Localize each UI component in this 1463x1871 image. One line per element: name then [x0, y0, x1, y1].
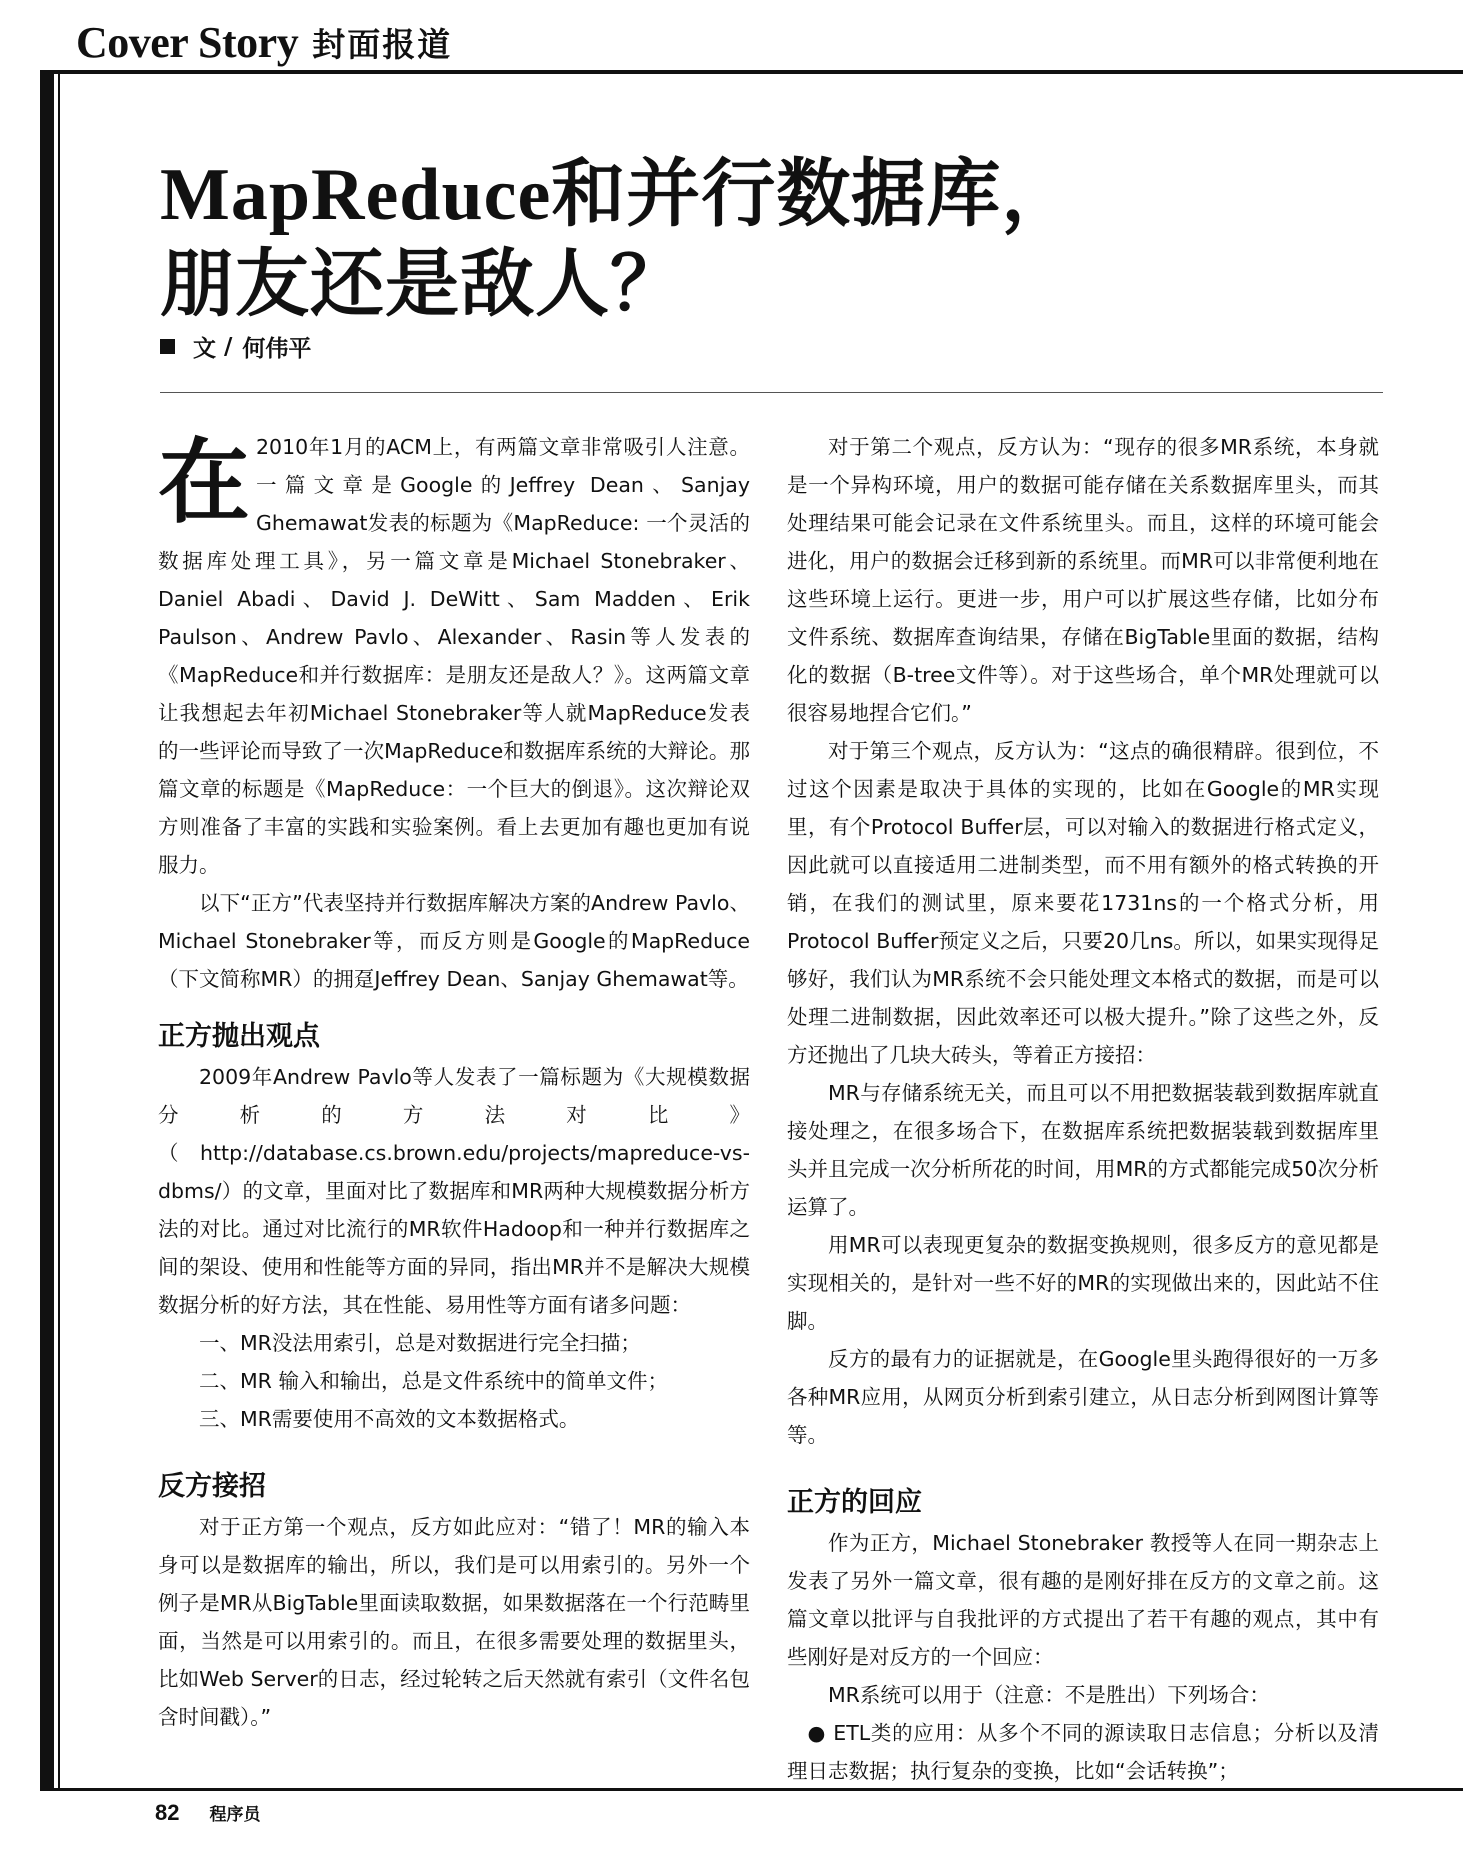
byline-separator: / — [224, 333, 233, 360]
right-column — [787, 428, 1379, 1790]
left-margin-thin-bar — [58, 70, 60, 1790]
square-bullet-icon — [160, 339, 175, 354]
paragraph: 对于正方第一个观点，反方如此应对：“错了！MR的输入本身可以是数据库的输出，所以，我们是可以用索引的。另外一个例子是MR从BigTable里面读取数据，如果数据落在一个行范畴里面，当然是可以用索引的。而且，在很多需要处理的数据里头，比如Web Server的日志，经过轮转之后天然就有索引（文件名包含时间戳）。” — [158, 1515, 750, 1729]
magazine-name: 程序员 — [209, 1805, 261, 1825]
section-heading: 正方抛出观点 — [158, 1021, 320, 1052]
title-rule — [160, 392, 1383, 393]
list-item: 二、MR 输入和输出，总是文件系统中的简单文件； — [199, 1369, 668, 1393]
article-title — [160, 150, 1260, 330]
author-name: 何伟平 — [242, 336, 312, 362]
page-number: 82 — [155, 1800, 180, 1825]
paragraph: 对于第三个观点，反方认为：“这点的确很精辟。很到位，不过这个因素是取决于具体的实现的，比如在Google的MR实现里，有个Protocol Buffer层，可以对输入的数据进行格式定义，因此就可以直接适用二进制类型，而不用有额外的格式转换的开销，在我们的测试里，原来要花1731ns的一个格式分析，用Protocol Buffer预定义之后，只要20几ns。所以，如果实现得足够好，我们认为MR系统不会只能处理文本格式的数据，而是可以处理二进制数据，因此效率还可以极大提升。”除了这些之外，反方还抛出了几块大砖头，等着正方接招： — [787, 739, 1379, 1067]
byline — [160, 330, 311, 363]
paragraph: 作为正方，Michael Stonebraker 教授等人在同一期杂志上发表了另外一篇文章，很有趣的是刚好排在反方的文章之前。这篇文章以批评与自我批评的方式提出了若干有趣的观点，其中有些刚好是对反方的一个回应： — [787, 1531, 1379, 1669]
title-line-1: MapReduce和并行数据库， — [160, 154, 1077, 236]
byline-label: 文 — [193, 336, 216, 362]
section-heading: 正方的回应 — [787, 1487, 922, 1518]
list-item: 三、MR需要使用不高效的文本数据格式。 — [199, 1407, 580, 1431]
intro-text: 2010年1月的ACM上，有两篇文章非常吸引人注意。一篇文章是Google的Jeffrey Dean、Sanjay Ghemawat发表的标题为《MapReduce: 一个灵活的数据库处理工具》，另一篇文章是Michael Stonebraker、Daniel Abadi、David J. DeWitt、Sam Madden、Erik Paulson、Andrew Pavlo、Alexander、Rasin等人发表的《MapReduce和并行数据库：是朋友还是敌人？》。这两篇文章让我想起去年初Michael Stonebraker等人就MapReduce发表的一些评论而导致了一次MapReduce和数据库系统的大辩论。那篇文章的标题是《MapReduce：一个巨大的倒退》。这次辩论双方则准备了丰富的实践和实验案例。看上去更加有趣也更加有说服力。 — [158, 435, 750, 877]
paragraph: 2009年Andrew Pavlo等人发表了一篇标题为《大规模数据分析的方法对比》（http://database.cs.brown.edu/projects/mapreduce-vs-dbms/）的文章，里面对比了数据库和MR两种大规模数据分析方法的对比。通过对比流行的MR软件Hadoop和一种并行数据库之间的架设、使用和性能等方面的异同，指出MR并不是解决大规模数据分析的好方法，其在性能、易用性等方面有诸多问题： — [158, 1065, 750, 1317]
bullet-item: ● ETL类的应用：从多个不同的源读取日志信息；分析以及清理日志数据；执行复杂的变换，比如“会话转换”； — [787, 1721, 1379, 1783]
page-footer — [155, 1800, 260, 1826]
list-item: 一、MR没法用索引，总是对数据进行完全扫描； — [199, 1331, 641, 1355]
paragraph: MR系统可以用于（注意：不是胜出）下列场合： — [828, 1683, 1270, 1707]
paragraph: 用MR可以表现更复杂的数据变换规则，很多反方的意见都是实现相关的，是针对一些不好的MR的实现做出来的，因此站不住脚。 — [787, 1233, 1379, 1333]
paragraph: 对于第二个观点，反方认为：“现存的很多MR系统，本身就是一个异构环境，用户的数据可能存储在关系数据库里头，而其处理结果可能会记录在文件系统里头。而且，这样的环境可能会进化，用户的数据会迁移到新的系统里。而MR可以非常便利地在这些环境上运行。更进一步，用户可以扩展这些存储，比如分布文件系统、数据库查询结果，存储在BigTable里面的数据，结构化的数据（B-tree文件等）。对于这些场合，单个MR处理就可以很容易地捏合它们。” — [787, 435, 1379, 725]
paragraph: 以下“正方”代表坚持并行数据库解决方案的Andrew Pavlo、Michael Stonebraker等，而反方则是Google的MapReduce（下文简称MR）的拥趸Jeffrey Dean、Sanjay Ghemawat等。 — [158, 891, 750, 991]
intro-paragraph — [158, 428, 750, 884]
section-heading: 反方接招 — [158, 1471, 266, 1502]
section-title-cn: 封面报道 — [312, 24, 453, 64]
left-margin-bar — [40, 70, 54, 1790]
section-header — [76, 14, 452, 70]
bottom-rule — [40, 1788, 1463, 1791]
paragraph: 反方的最有力的证据就是，在Google里头跑得很好的一万多各种MR应用，从网页分析到索引建立，从日志分析到网图计算等等。 — [787, 1347, 1379, 1447]
top-rule — [40, 70, 1463, 74]
dropcap: 在 — [158, 428, 251, 536]
left-column — [158, 428, 750, 1736]
title-line-2: 朋友还是敌人？ — [160, 244, 685, 326]
section-title-en: Cover Story — [76, 17, 299, 67]
paragraph: MR与存储系统无关，而且可以不用把数据装载到数据库就直接处理之，在很多场合下，在数据库系统把数据装载到数据库里头并且完成一次分析所花的时间，用MR的方式都能完成50次分析运算了。 — [787, 1081, 1379, 1219]
